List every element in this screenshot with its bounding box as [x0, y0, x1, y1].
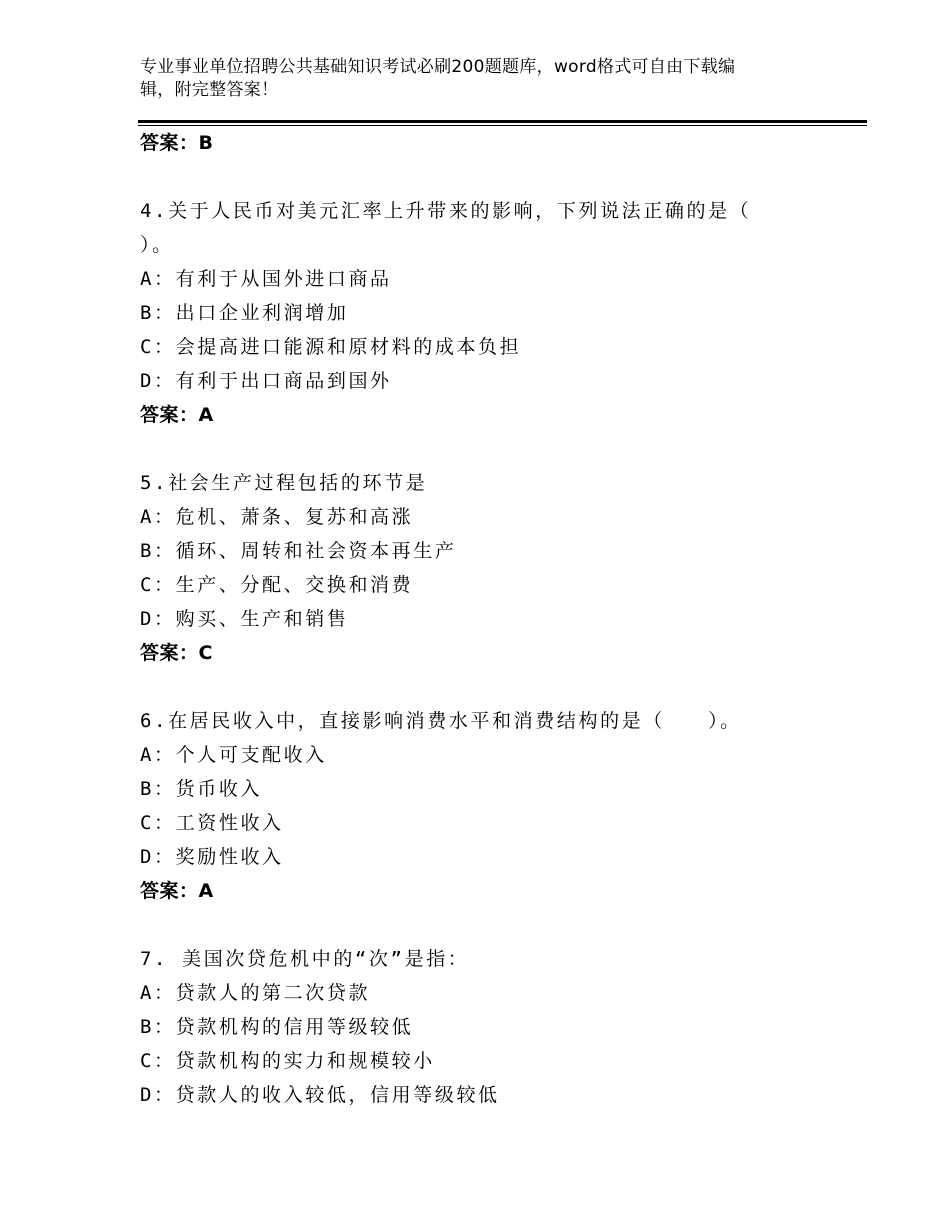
option-a: A：贷款人的第二次贷款: [140, 982, 371, 1004]
answer-line: 答案：A: [140, 880, 214, 902]
option-c: C：生产、分配、交换和消费: [140, 574, 414, 596]
option-b: B：贷款机构的信用等级较低: [140, 1016, 414, 1038]
option-a: A：危机、萧条、复苏和高涨: [140, 506, 414, 528]
spacer: [140, 160, 860, 194]
option-c: C：会提高进口能源和原材料的成本负担: [140, 336, 522, 358]
question-stem: 6.在居民收入中，直接影响消费水平和消费结构的是（ ）。: [140, 710, 742, 732]
option-b: B：出口企业利润增加: [140, 302, 349, 324]
question-stem: 5.社会生产过程包括的环节是: [140, 472, 428, 494]
spacer: [140, 908, 860, 942]
question-block: [140, 194, 860, 432]
question-block: [140, 704, 860, 908]
spacer: [140, 670, 860, 704]
header-line-2: 辑，附完整答案！: [140, 80, 279, 100]
header-line-1: 专业事业单位招聘公共基础知识考试必刷200题题库，word格式可自由下载编: [140, 57, 736, 77]
option-c: C：工资性收入: [140, 812, 284, 834]
option-b: B：循环、周转和社会资本再生产: [140, 540, 457, 562]
answer-line: 答案：C: [140, 642, 213, 664]
answer-line: 答案：B: [140, 132, 214, 154]
question-block: [140, 466, 860, 670]
question-block: [140, 942, 860, 1112]
question-stem: 4.关于人民币对美元汇率上升带来的影响，下列说法正确的是（: [140, 200, 752, 222]
option-d: D：有利于出口商品到国外: [140, 370, 392, 392]
option-b: B：货币收入: [140, 778, 263, 800]
option-a: A：个人可支配收入: [140, 744, 327, 766]
page-header: [140, 56, 790, 102]
option-d: D：购买、生产和销售: [140, 608, 349, 630]
option-d: D：奖励性收入: [140, 846, 284, 868]
header-rule-thick: [138, 120, 867, 123]
question-stem: 7. 美国次贷危机中的“次”是指：: [140, 948, 470, 970]
question-stem-continued: ）。: [140, 234, 174, 256]
option-d: D：贷款人的收入较低，信用等级较低: [140, 1084, 500, 1106]
answer-line: 答案：A: [140, 404, 214, 426]
question-list: [140, 126, 860, 1112]
option-a: A：有利于从国外进口商品: [140, 268, 392, 290]
option-c: C：贷款机构的实力和规模较小: [140, 1050, 435, 1072]
spacer: [140, 432, 860, 466]
